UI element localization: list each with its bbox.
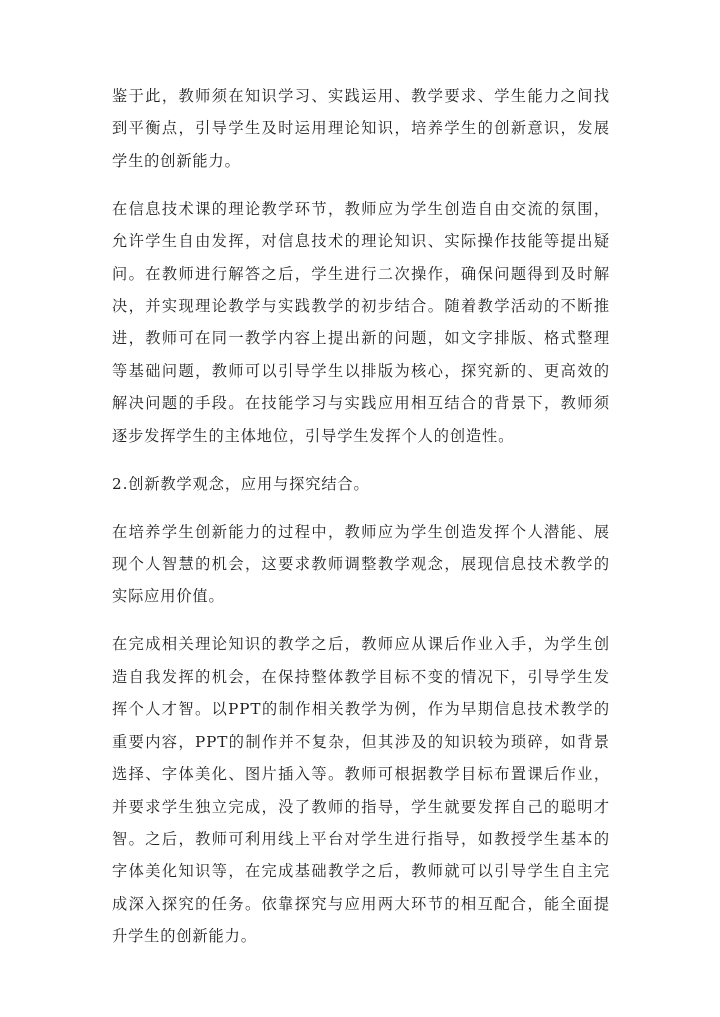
section-heading: 2.创新教学观念，应用与探究结合。 <box>112 474 370 493</box>
paragraph-balance-point: 鉴于此，教师须在知识学习、实践运用、教学要求、学生能力之间找到平衡点，引导学生及时运用理论知识，培养学生的创新意识，发展学生的创新能力。 <box>112 87 610 170</box>
paragraph-theory-teaching: 在信息技术课的理论教学环节，教师应为学生创造自由交流的氛围，允许学生自由发挥，对信息技术的理论知识、实际操作技能等提出疑问。在教师进行解答之后，学生进行二次操作，确保问题得到及时解决，并实现理论教学与实践教学的初步结合。随着教学活动的不断推进，教师可在同一教学内容上提出新的问题，如文字排版、格式整理等基础问题，教师可以引导学生以排版为核心，探究新的、更高效的解决问题的手段。在技能学习与实践应用相互结合的背景下，教师须逐步发挥学生的主体地位，引导学生发挥个人的创造性。 <box>112 199 610 445</box>
document-body <box>112 80 610 968</box>
paragraph-teaching-concept: 在培养学生创新能力的过程中，教师应为学生创造发挥个人潜能、展现个人智慧的机会，这要求教师调整教学观念，展现信息技术教学的实际应用价值。 <box>112 522 610 606</box>
paragraph-ppt-example: 在完成相关理论知识的教学之后，教师应从课后作业入手，为学生创造自我发挥的机会，在保持整体教学目标不变的情况下，引导学生发挥个人才智。以PPT的制作相关教学为例，作为早期信息技术教学的重要内容，PPT的制作并不复杂，但其涉及的知识较为琐碎，如背景选择、字体美化、图片插入等。教师可根据教学目标布置课后作业，并要求学生独立完成，没了教师的指导，学生就要发挥自己的聪明才智。之后，教师可利用线上平台对学生进行指导，如教授学生基本的字体美化知识等，在完成基础教学之后，教师就可以引导学生自主完成深入探究的任务。依靠探究与应用两大环节的相互配合，能全面提升学生的创新能力。 <box>112 635 610 946</box>
